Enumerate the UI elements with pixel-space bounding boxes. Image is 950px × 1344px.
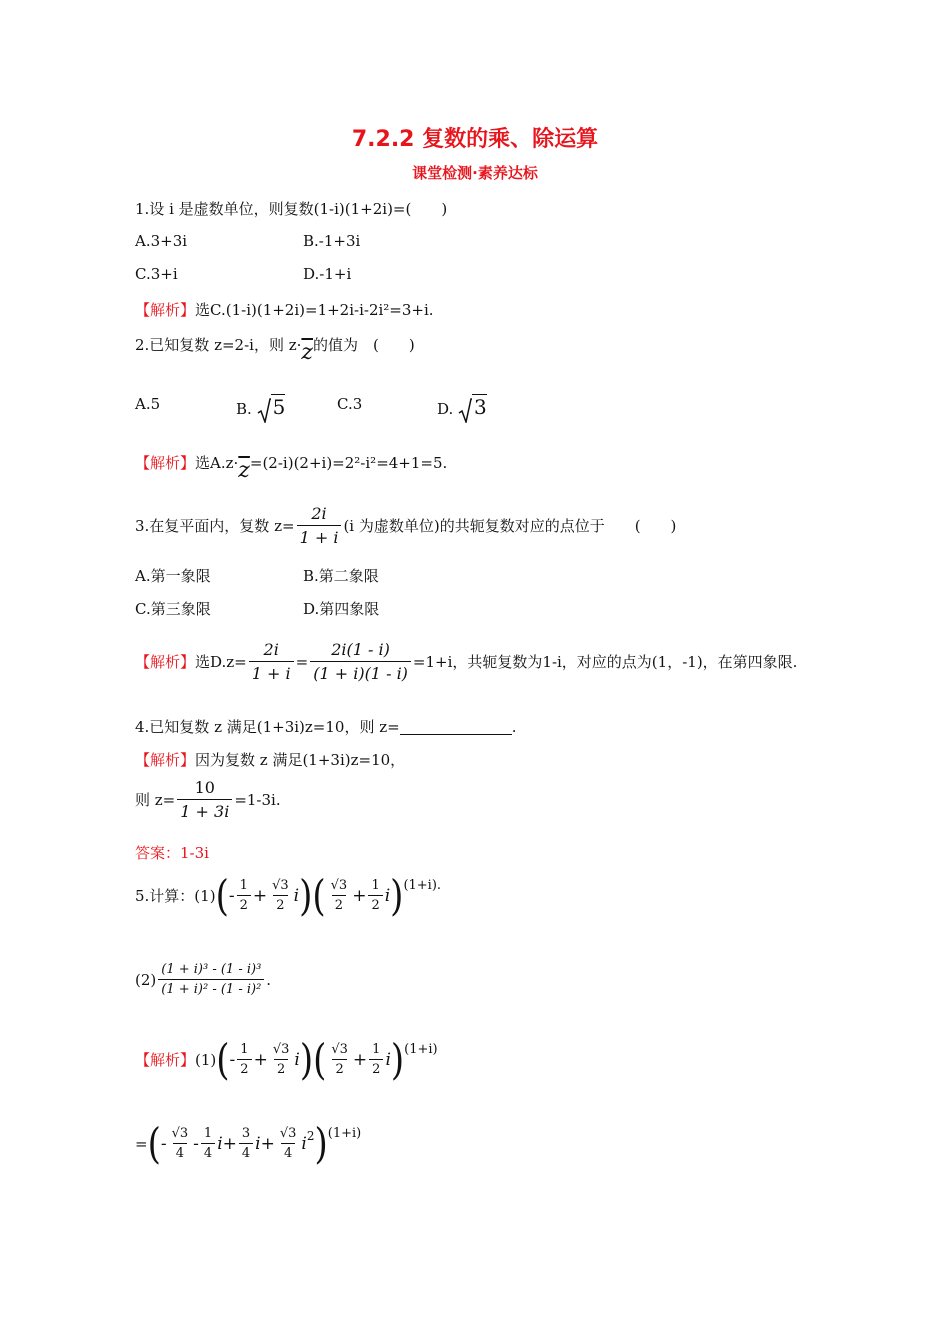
q3-option-a: A.第一象限 <box>135 567 211 585</box>
q5-part1: 5.计算：(1) ( - $\frac{1}{2}$ + $\frac{√3}{2}$ i ) ( $\frac{√3}{2}$ + $\frac{1}{2}$ i ) (1+i). <box>135 870 442 921</box>
fraction: $\frac{2i}{1 + i}$ <box>249 640 294 683</box>
q3-option-c: C.第三象限 <box>135 600 211 618</box>
fraction: $\frac{2i}{1 + i}$ <box>297 504 342 547</box>
q1-stem: 1.设 i 是虚数单位，则复数(1-i)(1+2i)=( ) <box>135 200 448 218</box>
q3-option-d: D.第四象限 <box>303 600 380 618</box>
answer-blank <box>400 718 512 735</box>
q5-solution-1: 【解析】 (1) ( - $\frac{1}{2}$ + $\frac{√3}{2}$ i ) ( $\frac{√3}{2}$ + $\frac{1}{2}$ i ) (1+i) <box>135 1034 438 1085</box>
sqrt-sign-icon <box>458 397 472 423</box>
q2-solution: 【解析】 选A.z· $\overline{z}$ =(2-i)(2+i)=2²-i²=4+1=5. <box>135 453 448 483</box>
q2-option-d: D. 3 <box>437 395 487 423</box>
q5-part2: (2) $\frac{\text{(1 + i)³ - (1 - i)³}}{\text{(1 + i)² - (1 - i)²}}$ . <box>135 962 272 997</box>
q3-option-b: B.第二象限 <box>303 567 379 585</box>
page-subtitle: 课堂检测·素养达标 <box>412 164 538 182</box>
fraction: $\frac{10}{1 + 3i}$ <box>177 778 232 821</box>
q1-solution: 【解析】 选C.(1-i)(1+2i)=1+2i-i-2i²=3+i. <box>135 301 434 319</box>
q4-solution-2: 则 z= $\frac{10}{1 + 3i}$ =1-3i. <box>135 778 281 821</box>
q4-solution: 【解析】 因为复数 z 满足(1+3i)z=10， <box>135 751 406 769</box>
jiexi-label: 【解析】 <box>135 301 196 319</box>
q2-stem: 2.已知复数 z=2-i，则 z· $\overline{z}$ 的值为 ( ) <box>135 336 415 365</box>
q1-option-c: C.3+i <box>135 265 178 283</box>
q1-option-a: A.3+3i <box>135 232 188 250</box>
q1-option-b: B.-1+3i <box>303 232 361 250</box>
q4-answer: 答案：1-3i <box>135 844 209 862</box>
sqrt-sign-icon <box>257 397 271 423</box>
page-title: 7.2.2 复数的乘、除运算 <box>351 127 599 152</box>
q2-option-b: B. 5 <box>236 395 285 423</box>
q2-option-c: C.3 <box>337 395 363 413</box>
q5-solution-2: = ( - $\frac{√3}{4}$ - $\frac{1}{4}$ i + $\frac{3}{4}$ i + $\frac{√3}{4}$ i 2 ) (1+i) <box>135 1118 362 1169</box>
q3-stem: 3.在复平面内，复数 z= $\frac{2i}{1 + i}$ (i 为虚数单位)的共轭复数对应的点位于 ( ) <box>135 504 677 547</box>
q4-stem: 4.已知复数 z 满足(1+3i)z=10，则 z= . <box>135 717 517 736</box>
q3-solution: 【解析】 选D.z= $\frac{2i}{1 + i}$ = $\frac{2i(1 - i)}{(1 + i)(1 - i)}$ =1+i，共轭复数为1-i，对应的点为(1，-1)，在第四象限. <box>135 640 798 683</box>
q2-option-a: A.5 <box>135 395 161 413</box>
fraction: $\frac{2i(1 - i)}{(1 + i)(1 - i)}$ <box>310 640 411 683</box>
q1-option-d: D.-1+i <box>303 265 352 283</box>
